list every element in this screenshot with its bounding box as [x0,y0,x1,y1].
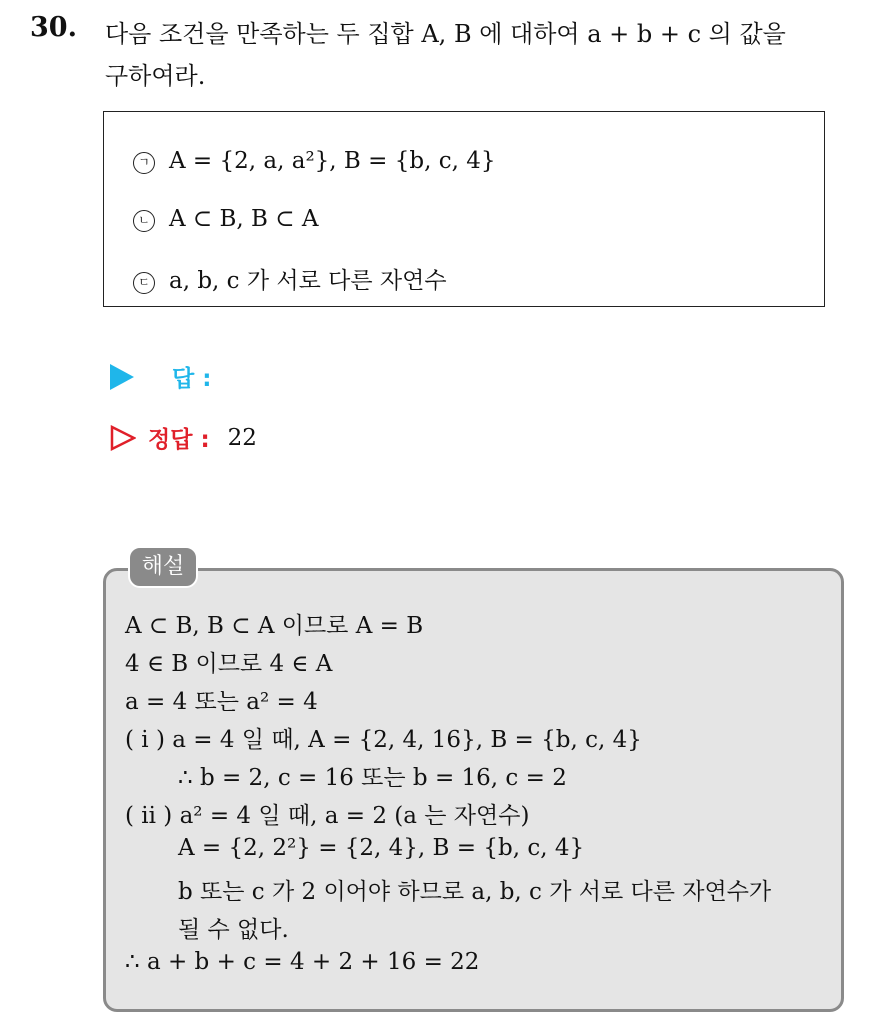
condition-2-text: A ⊂ B, B ⊂ A [169,206,319,232]
circled-marker-icon: ㄴ [133,210,155,232]
problem-text-line2: 구하여라. [105,62,206,90]
outline-triangle-icon [110,425,136,451]
correct-answer-label: 정답 : [148,427,210,453]
answer-row [110,360,211,393]
solution-line-6: ( ii ) a² = 4 일 때, a = 2 (a 는 자연수) [125,803,530,829]
solution-line-10: ∴ a + b + c = 4 + 2 + 16 = 22 [125,949,480,975]
solution-line-9: 될 수 없다. [178,917,289,943]
solution-line-2: 4 ∈ B 이므로 4 ∈ A [125,651,333,677]
solution-line-8: b 또는 c 가 2 이어야 하므로 a, b, c 가 서로 다른 자연수가 [178,879,772,905]
correct-answer-row [110,421,257,454]
solution-line-7: A = {2, 2²} = {2, 4}, B = {b, c, 4} [178,835,585,861]
circled-marker-icon: ㄷ [133,272,155,294]
problem-text-line1: 다음 조건을 만족하는 두 집합 A, B 에 대하여 a + b + c 의 값을 [105,20,786,48]
condition-3 [133,262,447,295]
correct-answer-value: 22 [227,424,257,451]
answer-label: 답 : [172,366,212,392]
condition-3-text: a, b, c 가 서로 다른 자연수 [169,268,447,294]
solution-tag: 해설 [128,546,198,588]
solution-line-1: A ⊂ B, B ⊂ A 이므로 A = B [125,613,424,639]
solution-line-5: ∴ b = 2, c = 16 또는 b = 16, c = 2 [178,765,567,791]
condition-1-text: A = {2, a, a²}, B = {b, c, 4} [169,148,496,174]
condition-1 [133,148,495,174]
solution-line-3: a = 4 또는 a² = 4 [125,689,318,715]
problem-number: 30. [30,12,77,43]
solution-line-4: ( i ) a = 4 일 때, A = {2, 4, 16}, B = {b, c, 4} [125,727,642,753]
play-triangle-icon [110,364,134,390]
circled-marker-icon: ㄱ [133,152,155,174]
condition-2 [133,206,318,232]
